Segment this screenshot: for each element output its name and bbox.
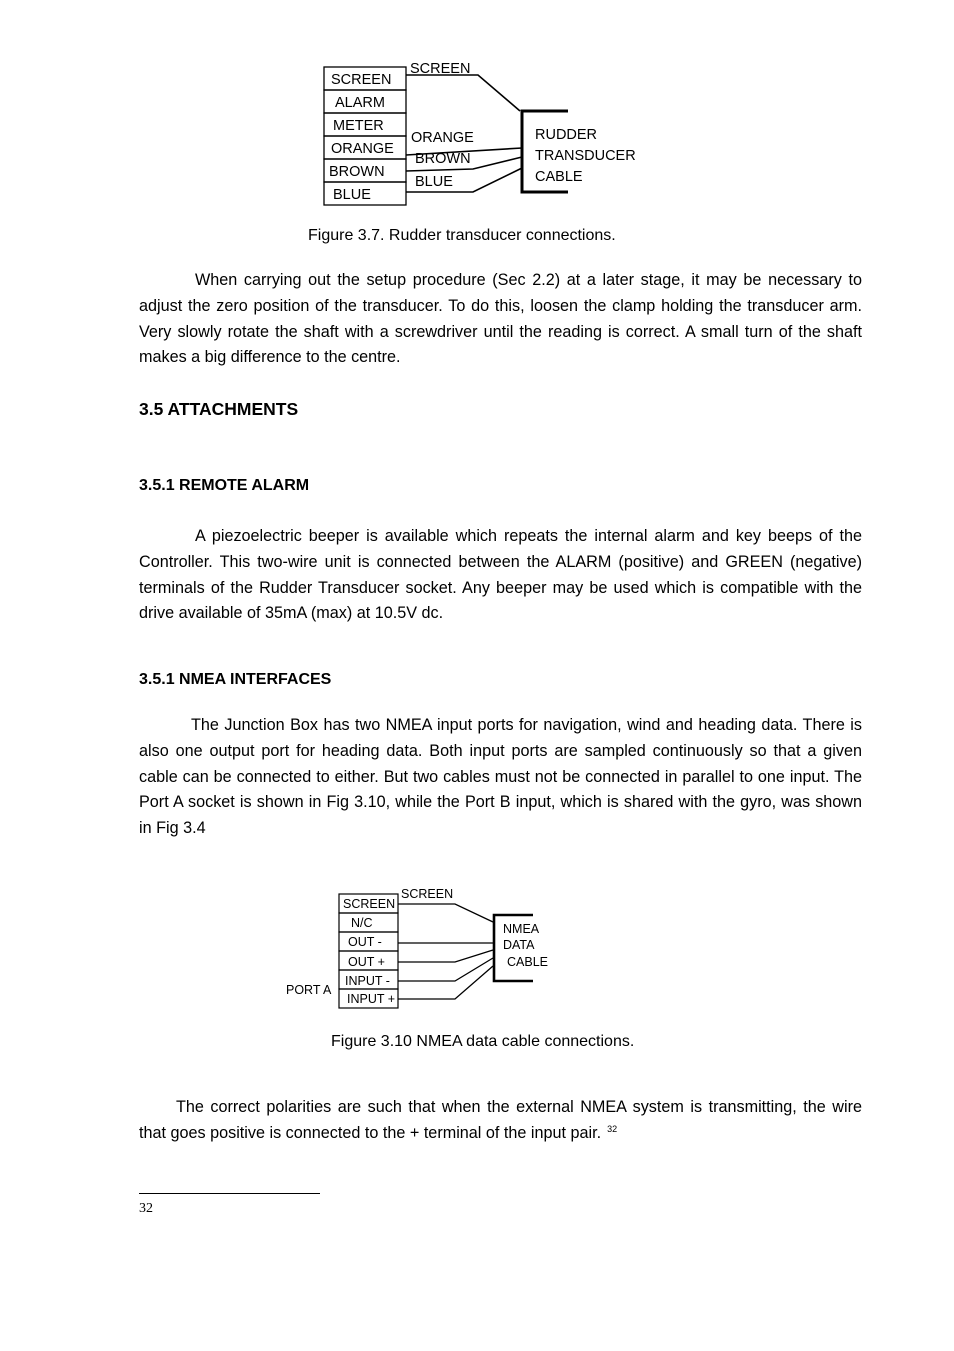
- subsection-heading: 3.5.1 REMOTE ALARM: [139, 477, 310, 494]
- body-paragraph: [139, 268, 862, 371]
- wire-label: SCREEN: [401, 887, 454, 901]
- paragraph-text: The Junction Box has two NMEA input ports for navigation, wind and heading data. There is also one output port for heading data. Both input ports are sampled continuously so that a given cable can be connected to either. But two cables must not be connected in parallel to one input. The Port A socket is shown in Fig 3.10, while the Port B input, which is shared with the gyro, was shown in Fig 3.4: [139, 716, 862, 838]
- terminal-label: OUT -: [348, 935, 382, 949]
- terminal-label: ORANGE: [331, 141, 394, 157]
- cable-label: RUDDER: [535, 127, 598, 143]
- wire-label: ORANGE: [411, 130, 474, 146]
- terminal-label: N/C: [351, 916, 373, 930]
- wires: [398, 904, 493, 999]
- footnote-divider: [139, 1193, 320, 1194]
- wire-label: BLUE: [415, 174, 453, 190]
- paragraph-text: A piezoelectric beeper is available which repeats the internal alarm and key beeps of the Controller. This two-wire unit is connected between the ALARM (positive) and GREEN (negative) terminals of the Rudder Transducer socket. Any beeper may be used which is compatible with the drive available of 35mA (max) at 10.5V dc.: [139, 527, 862, 623]
- figure-3-7-diagram: [300, 55, 660, 215]
- terminal-label: METER: [333, 118, 384, 134]
- cable-label: TRANSDUCER: [535, 148, 636, 164]
- body-paragraph: [139, 524, 862, 627]
- body-paragraph: [139, 713, 862, 842]
- figure-3-10-diagram: [280, 880, 570, 1020]
- cable-label: CABLE: [507, 955, 548, 969]
- terminal-label: SCREEN: [331, 72, 392, 88]
- terminal-label: SCREEN: [343, 897, 396, 911]
- paragraph-text: The correct polarities are such that when the external NMEA system is transmitting, the wire that goes positive is connected to the + terminal of the input pair.: [139, 1098, 862, 1142]
- body-paragraph: [139, 1095, 862, 1147]
- terminal-label: INPUT +: [347, 992, 396, 1006]
- terminal-block: [339, 894, 398, 1008]
- terminal-label: BROWN: [329, 164, 385, 180]
- terminal-label: BLUE: [333, 187, 371, 203]
- terminal-label: INPUT -: [345, 974, 390, 988]
- subsection-heading: 3.5.1 NMEA INTERFACES: [139, 671, 332, 688]
- footnote-number: 32: [139, 1201, 153, 1216]
- terminal-label: ALARM: [335, 95, 385, 111]
- cable-label: DATA: [503, 938, 535, 952]
- terminal-label: OUT +: [348, 955, 385, 969]
- paragraph-text: When carrying out the setup procedure (Sec 2.2) at a later stage, it may be necessary to adjust the zero position of the transducer. To do this, loosen the clamp holding the transducer arm. Very slowly rotate the shaft with a screwdriver until the reading is correct. A small turn of the shaft makes a big difference to the centre.: [139, 271, 862, 367]
- figure-caption: Figure 3.7. Rudder transducer connections.: [308, 227, 616, 244]
- port-label: PORT A: [286, 983, 332, 997]
- cable-label: CABLE: [535, 169, 583, 185]
- wire-label: SCREEN: [410, 61, 471, 77]
- figure-caption: Figure 3.10 NMEA data cable connections.: [331, 1033, 635, 1050]
- section-heading: 3.5 ATTACHMENTS: [139, 399, 299, 419]
- footnote-reference[interactable]: 32: [607, 1123, 618, 1134]
- wire-label: BROWN: [415, 151, 471, 167]
- cable-label: NMEA: [503, 922, 540, 936]
